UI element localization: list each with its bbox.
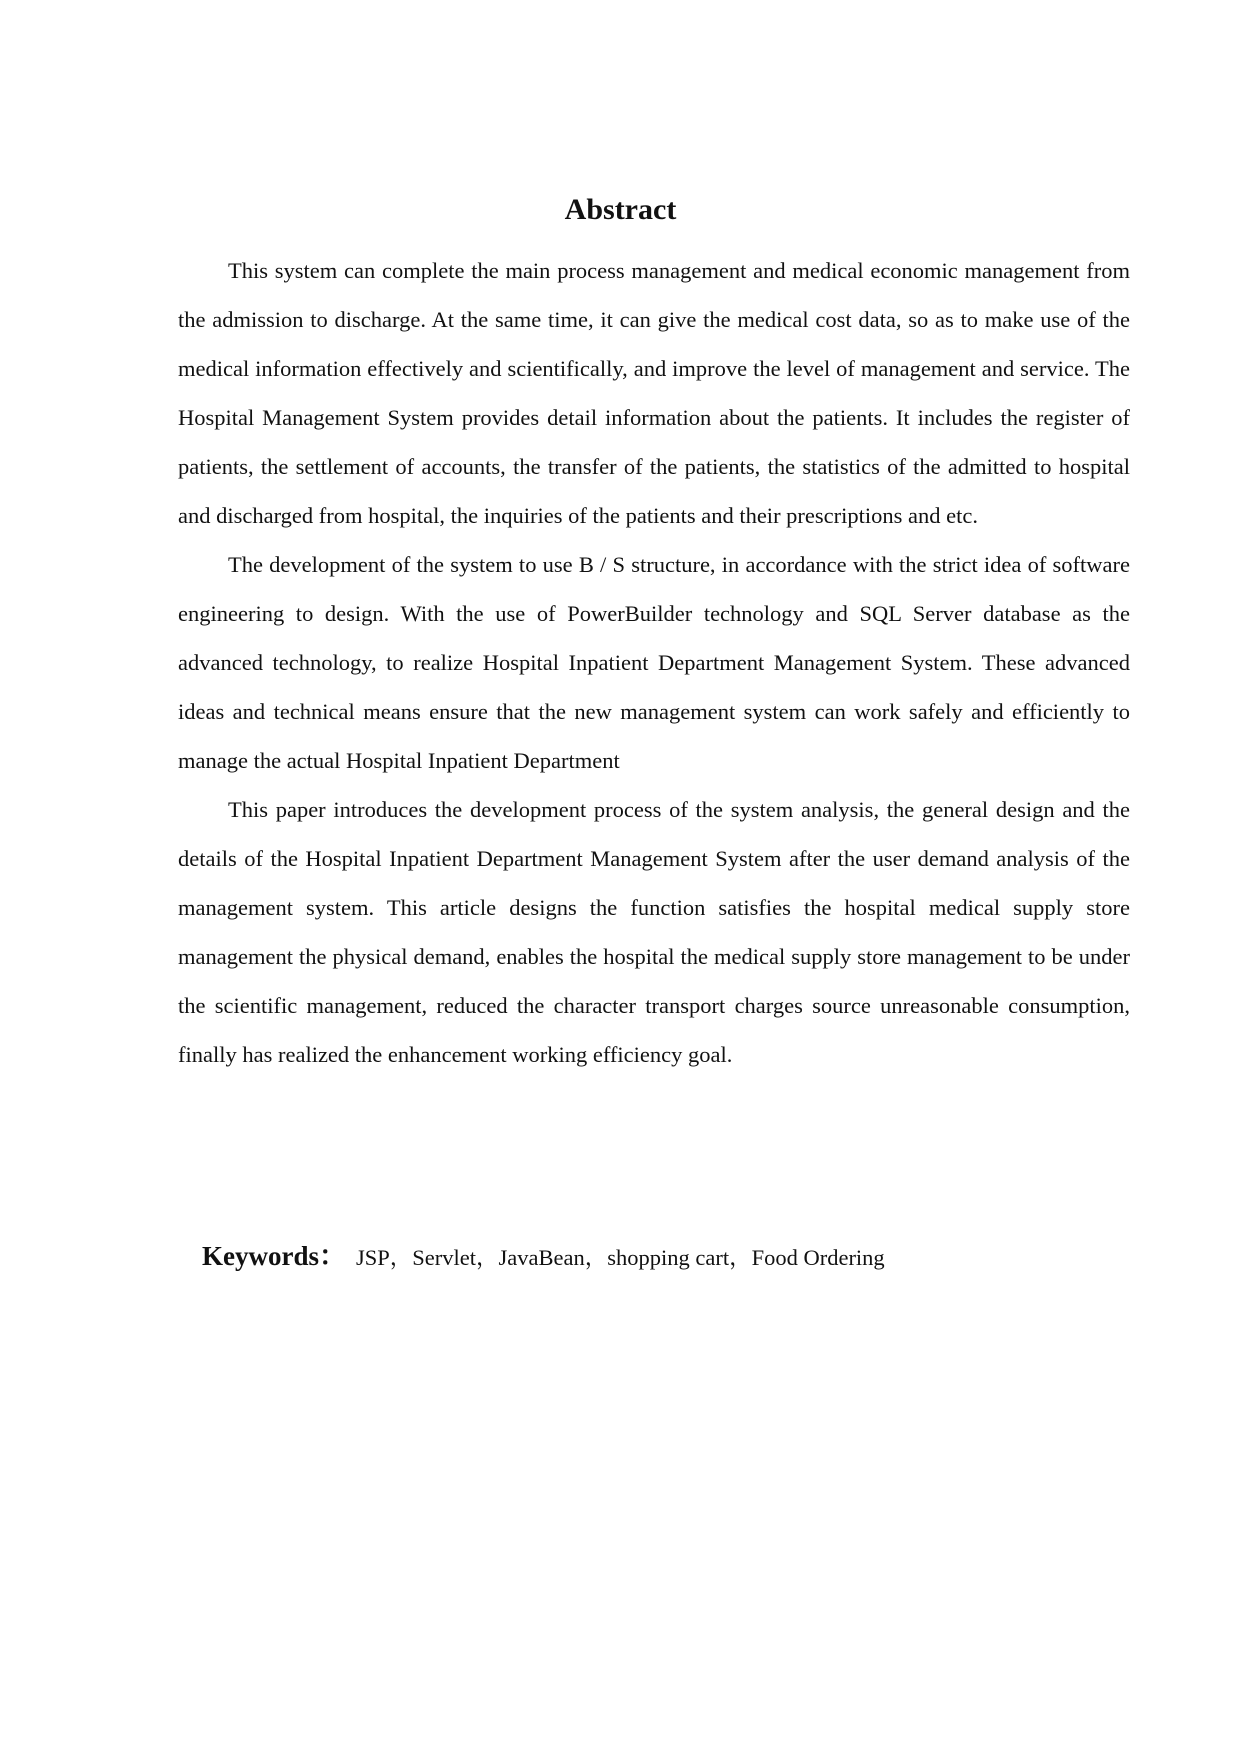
abstract-paragraph-3: This paper introduces the development process of the system analysis, the general design and the details of the Hospital Inpatient Department Management System after the user demand analysis of the management system. This article designs the function satisfies the hospital medical supply store management the physical demand, enables the hospital the medical supply store management to be under the scientific management, reduced the character transport charges source unreasonable consumption, finally has realized the enhancement working efficiency goal. [178, 797, 1130, 1067]
keywords-line [202, 1232, 885, 1282]
keywords-list: JSP，Servlet，JavaBean，shopping cart，Food Ordering [356, 1245, 885, 1270]
page-title: Abstract [564, 193, 677, 226]
abstract-paragraph-2: The development of the system to use B / S structure, in accordance with the strict idea of software engineering to design. With the use of PowerBuilder technology and SQL Server database as the advanced technology, to realize Hospital Inpatient Department Management System. These advanced ideas and technical means ensure that the new management system can work safely and efficiently to manage the actual Hospital Inpatient Department [178, 552, 1130, 773]
keywords-label: Keywords： [202, 1241, 346, 1271]
abstract-body [178, 246, 1130, 1079]
abstract-paragraph-1: This system can complete the main process management and medical economic management from the admission to discharge. At the same time, it can give the medical cost data, so as to make use of the medical information effectively and scientifically, and improve the level of management and service. The Hospital Management System provides detail information about the patients. It includes the register of patients, the settlement of accounts, the transfer of the patients, the statistics of the admitted to hospital and discharged from hospital, the inquiries of the patients and their prescriptions and etc. [178, 258, 1130, 528]
